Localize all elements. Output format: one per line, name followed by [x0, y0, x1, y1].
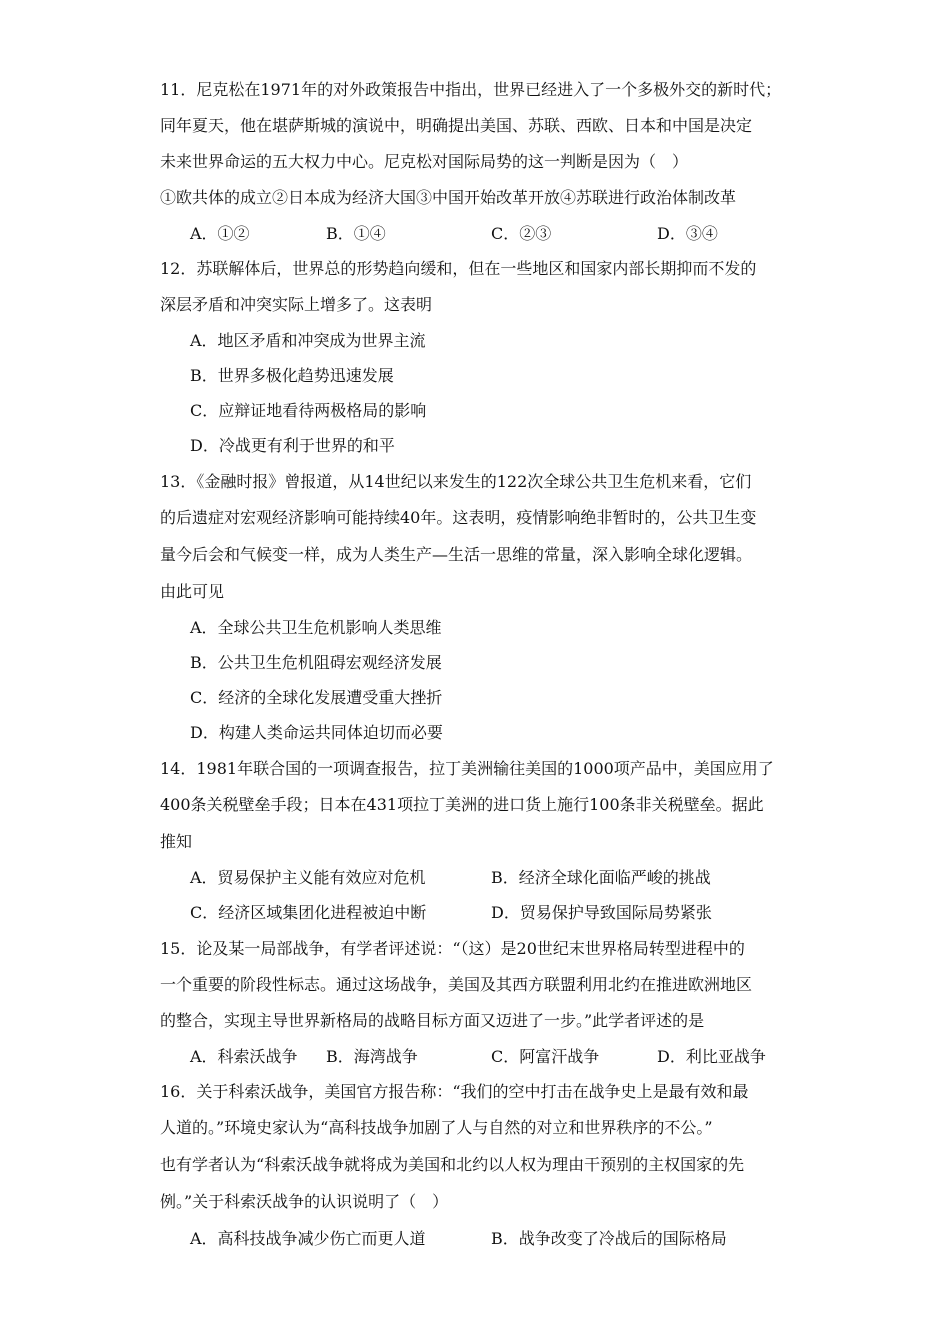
q12-option-d: D．冷战更有利于世界的和平: [190, 436, 395, 455]
q16-option-b: B．战争改变了冷战后的国际格局: [491, 1229, 727, 1248]
q13-line-4: 由此可见: [160, 582, 225, 601]
q16-option-a: A．高科技战争减少伤亡而更人道: [190, 1229, 426, 1248]
q15-line-3: 的整合，实现主导世界新格局的战略目标方面又迈进了一步。”此学者评述的是: [160, 1011, 705, 1030]
q14-option-c: C．经济区域集团化进程被迫中断: [190, 903, 427, 922]
q16-line-1: 16．关于科索沃战争，美国官方报告称：“我们的空中打击在战争史上是最有效和最: [160, 1082, 749, 1101]
q15-option-d: D．利比亚战争: [657, 1047, 766, 1066]
q11-line-3: 未来世界命运的五大权力中心。尼克松对国际局势的这一判断是因为（ ）: [160, 152, 689, 171]
q16-line-2: 人道的。”环境史家认为“高科技战争加剧了人与自然的对立和世界秩序的不公。”: [160, 1118, 713, 1137]
q15-option-b: B．海湾战争: [326, 1047, 418, 1066]
q15-line-2: 一个重要的阶段性标志。通过这场战争，美国及其西方联盟利用北约在推进欧洲地区: [160, 975, 753, 994]
q13-line-1: 13．《金融时报》曾报道，从14世纪以来发生的122次全球公共卫生危机来看，它们: [160, 472, 752, 491]
q11-line-1: 11．尼克松在1971年的对外政策报告中指出，世界已经进入了一个多极外交的新时代；: [160, 80, 782, 99]
q13-option-c: C．经济的全球化发展遭受重大挫折: [190, 688, 443, 707]
q14-line-1: 14．1981年联合国的一项调查报告，拉丁美洲输往美国的1000项产品中，美国应用了: [160, 759, 774, 778]
q15-option-a: A．科索沃战争: [190, 1047, 298, 1066]
q11-line-4: ①欧共体的成立②日本成为经济大国③中国开始改革开放④苏联进行政治体制改革: [160, 188, 737, 207]
q13-option-a: A．全球公共卫生危机影响人类思维: [190, 618, 442, 637]
q11-option-b: B．①④: [326, 224, 386, 243]
q16-line-4: 例。”关于科索沃战争的认识说明了（ ）: [160, 1192, 449, 1211]
q12-line-2: 深层矛盾和冲突实际上增多了。这表明: [160, 295, 433, 314]
q15-line-1: 15．论及某一局部战争，有学者评述说：“（这）是20世纪末世界格局转型进程中的: [160, 939, 745, 958]
q13-line-3: 量今后会和气候变一样，成为人类生产—生活一思维的常量，深入影响全球化逻辑。: [160, 545, 753, 564]
q11-option-d: D．③④: [657, 224, 718, 243]
q12-line-1: 12．苏联解体后，世界总的形势趋向缓和，但在一些地区和国家内部长期抑而不发的: [160, 259, 757, 278]
q14-option-d: D．贸易保护导致国际局势紧张: [491, 903, 712, 922]
q14-line-2: 400条关税壁垒手段；日本在431项拉丁美洲的进口货上施行100条非关税壁垒。据此: [160, 795, 764, 814]
q11-option-c: C．②③: [491, 224, 552, 243]
q15-option-c: C．阿富汗战争: [491, 1047, 600, 1066]
q14-option-b: B．经济全球化面临严峻的挑战: [491, 868, 711, 887]
q12-option-b: B．世界多极化趋势迅速发展: [190, 366, 394, 385]
q12-option-c: C．应辩证地看待两极格局的影响: [190, 401, 427, 420]
q11-line-2: 同年夏天，他在堪萨斯城的演说中，明确提出美国、苏联、西欧、日本和中国是决定: [160, 116, 753, 135]
q12-option-a: A．地区矛盾和冲突成为世界主流: [190, 331, 426, 350]
q14-line-3: 推知: [160, 832, 193, 851]
q11-option-a: A．①②: [190, 224, 250, 243]
q16-line-3: 也有学者认为“科索沃战争就将成为美国和北约以人权为理由干预别的主权国家的先: [160, 1155, 745, 1174]
q14-option-a: A．贸易保护主义能有效应对危机: [190, 868, 426, 887]
q13-option-b: B．公共卫生危机阻碍宏观经济发展: [190, 653, 442, 672]
q13-option-d: D．构建人类命运共同体迫切而必要: [190, 723, 443, 742]
q13-line-2: 的后遗症对宏观经济影响可能持续40年。这表明，疫情影响绝非暂时的，公共卫生变: [160, 508, 757, 527]
